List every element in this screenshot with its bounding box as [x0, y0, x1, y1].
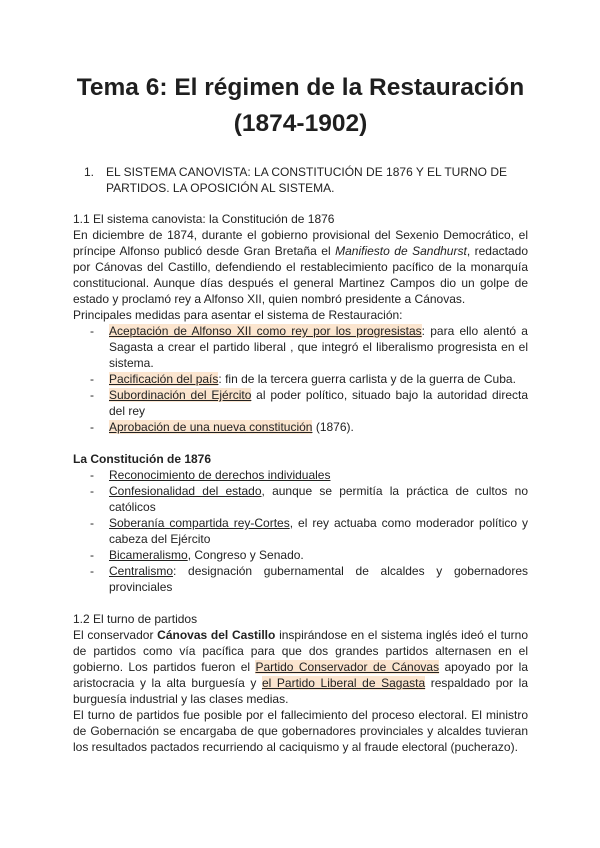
manifiesto-title: Manifiesto de Sandhurst: [335, 244, 467, 258]
highlight-text: Aprobación de una nueva constitución: [109, 420, 313, 434]
paragraph-electoral: El turno de partidos fue posible por el fallecimiento del proceso electoral. El ministro de Gobernación se encargaba de que gobernadores provinciales y alcaldes tuvieran los resultados pactados recurriendo al caciquismo y al fraude electoral (pucherazo).: [73, 708, 528, 754]
document-page: [73, 70, 528, 755]
list-item-text: : para ello alentó a Sagasta a crear el partido liberal , que integró el liberalismo progresista en el sistema.: [109, 324, 528, 370]
title-line-2: (1874-1902): [233, 110, 368, 137]
list-item: - Pacificación del país: fin de la tercera guerra carlista y de la guerra de Cuba.: [90, 372, 516, 386]
section-heading-text: EL SISTEMA CANOVISTA: LA CONSTITUCIÓN DE 1876 Y EL TURNO DE PARTIDOS. LA OPOSICIÓN AL SISTEMA.: [106, 165, 508, 195]
subsection-1-2-heading: 1.2 El turno de partidos: [73, 612, 198, 626]
highlight-text: Subordinación del Ejército: [109, 388, 252, 402]
list-item: - Centralismo: designación gubernamental de alcaldes y gobernadores provinciales: [90, 564, 528, 594]
underlined-text: Confesionalidad del estado: [109, 484, 262, 498]
list-item: - Bicameralismo, Congreso y Senado.: [90, 548, 304, 562]
underlined-text: Reconocimiento de derechos individuales: [109, 468, 331, 482]
paragraph-sandhurst-c: , redactado por Cánovas del Castillo, defendiendo el restablecimiento pacífico de la monarquía constitucional. Aunque días después el general Martinez Campos dio un golpe de estado y proclamó rey a Alfonso XII, quien nombró presidente a Cánovas.: [73, 244, 528, 306]
paragraph-turno: [73, 627, 528, 707]
underlined-text: Centralismo: [109, 564, 174, 578]
list-item-text: (1876).: [312, 420, 354, 434]
list-item: - Confesionalidad del estado, aunque se permitía la práctica de cultos no católicos: [90, 484, 528, 514]
list-item: - Aprobación de una nueva constitución (1876).: [90, 420, 354, 434]
list-item-text: , aunque se permitía la práctica de cultos no católicos: [109, 484, 528, 514]
list-item-text: , el rey actuaba como moderador político y cabeza del Ejército: [109, 516, 529, 546]
list-item: - Subordinación del Ejército al poder político, situado bajo la autoridad directa del rey: [90, 388, 529, 418]
list-item-text: , Congreso y Senado.: [187, 548, 304, 562]
list-item: - Soberanía compartida rey-Cortes, el rey actuaba como moderador político y cabeza del Ejército: [90, 516, 529, 546]
section-heading-1: [73, 164, 528, 196]
highlight-text: Aceptación de Alfonso XII como rey por los progresistas: [109, 324, 422, 338]
text-run: respaldado por la burguesía industrial y las clases medias.: [73, 676, 528, 706]
section-number: 1.: [83, 165, 94, 179]
list-item-text: : fin de la tercera guerra carlista y de la guerra de Cuba.: [218, 372, 516, 386]
canovas-name: Cánovas del Castillo: [157, 628, 276, 642]
title-line-1: Tema 6: El régimen de la Restauración: [76, 74, 525, 101]
constitution-list: [73, 467, 528, 595]
text-run: El conservador: [73, 628, 158, 642]
text-run: inspirándose en el sistema inglés ideó el turno de partidos como vía pacífica para que dos grandes partidos alternasen en el gobierno. Los partidos fueron el: [73, 628, 529, 674]
constitution-heading: La Constitución de 1876: [73, 452, 212, 466]
list-item: - Reconocimiento de derechos individuales: [90, 468, 331, 482]
measures-list: [73, 323, 528, 435]
highlight-text: Pacificación del país: [109, 372, 219, 386]
paragraph-sandhurst-a: En diciembre de 1874, durante el gobierno provisional del Sexenio Democrático, el príncipe Alfonso publicó desde Gran Bretaña el: [73, 228, 528, 258]
list-item-text: al poder político, situado bajo la autoridad directa del rey: [109, 388, 529, 418]
partido-conservador: Partido Conservador de Cánovas: [255, 660, 440, 674]
list-item-text: : designación gubernamental de alcaldes y gobernadores provinciales: [109, 564, 528, 594]
subsection-1-1-heading: 1.1 El sistema canovista: la Constitución de 1876: [73, 212, 335, 226]
text-run: apoyado por la aristocracia y la alta burguesía y: [73, 660, 528, 690]
partido-liberal: el Partido Liberal de Sagasta: [261, 676, 426, 690]
underlined-text: Soberanía compartida rey-Cortes: [109, 516, 290, 530]
measures-intro: Principales medidas para asentar el sistema de Restauración:: [73, 308, 403, 322]
underlined-text: Bicameralismo: [109, 548, 188, 562]
document-title: [73, 70, 528, 142]
list-item: - Aceptación de Alfonso XII como rey por los progresistas: para ello alentó a Sagasta a crear el partido liberal , que integró el liberalismo progresista en el sistema.: [90, 324, 528, 370]
paragraph-sandhurst: [73, 227, 528, 307]
